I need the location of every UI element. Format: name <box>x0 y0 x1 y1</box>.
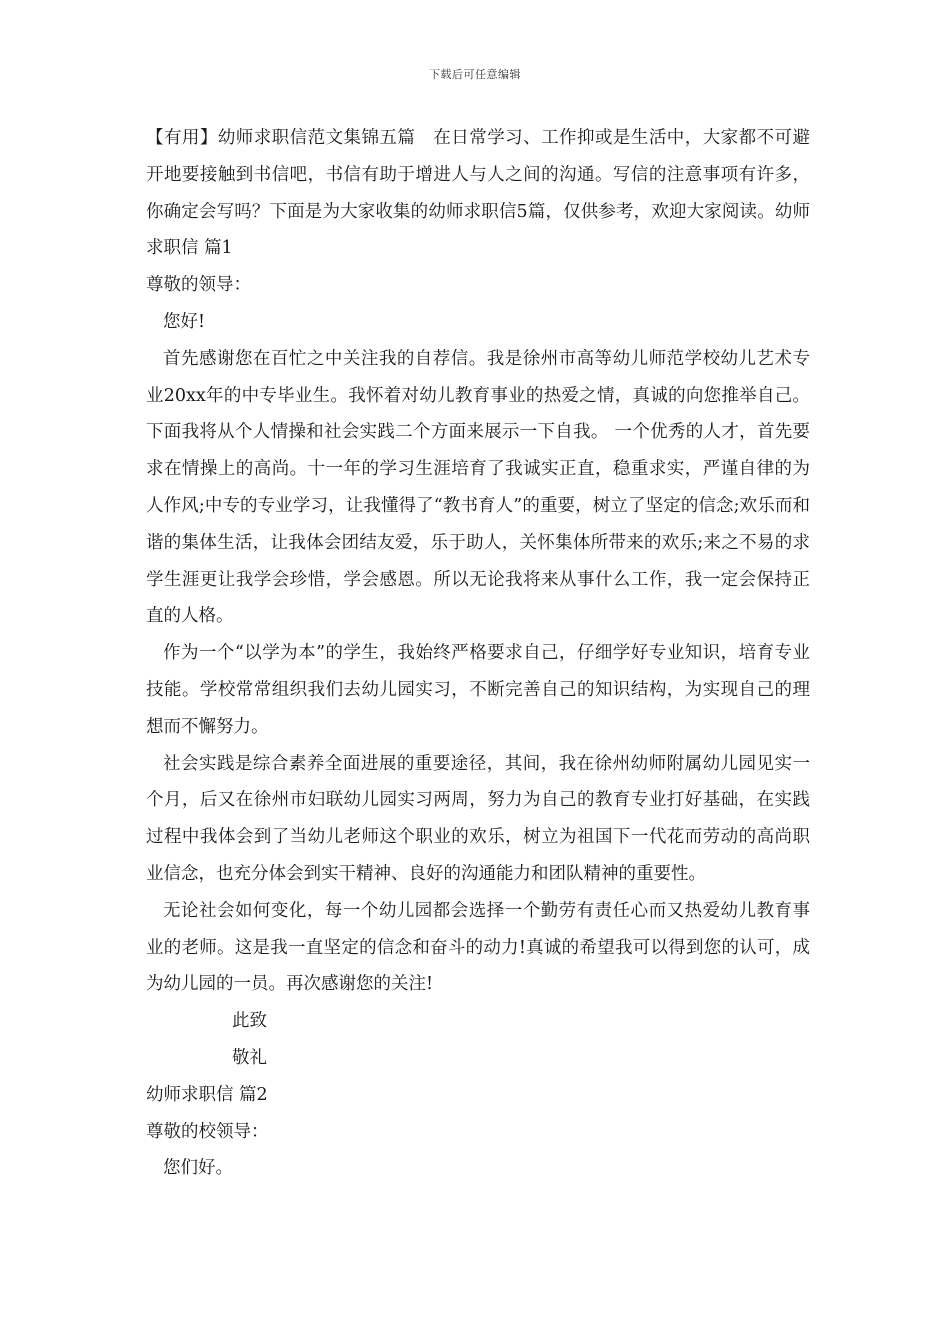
greeting: 您们好。 <box>163 1158 233 1179</box>
intro-paragraph: 【有用】幼师求职信范文集锦五篇 在日常学习、工作抑或是生活中，大家都不可避开地要接触到书信吧，书信有助于增进人与人之间的沟通。写信的注意事项有许多，你确定会写吗？下面是为大家收集的幼师求职信5篇，仅供参考，欢迎大家阅读。幼师求职信 篇1 <box>146 128 810 259</box>
page-header: 下载后可任意编辑 <box>429 68 521 81</box>
section-heading: 幼师求职信 篇2 <box>146 1084 268 1105</box>
body-paragraph: 作为一个“以学为本”的学生，我始终严格要求自己，仔细学好专业知识，培育专业技能。学校常常组织我们去幼儿园实习，不断完善自己的知识结构，为实现自己的理想而不懈努力。 <box>146 643 810 737</box>
body-paragraph: 社会实践是综合素养全面进展的重要途径，其间，我在徐州幼师附属幼儿园见实一个月，后又在徐州市妇联幼儿园实习两周，努力为自己的教育专业打好基础，在实践过程中我体会到了当幼儿老师这个职业的欢乐，树立为祖国下一代花而劳动的高尚职业信念，也充分体会到实干精神、良好的沟通能力和团队精神的重要性。 <box>146 753 810 884</box>
document-body <box>146 120 810 1187</box>
body-paragraph: 无论社会如何变化，每一个幼儿园都会选择一个勤劳有责任心而又热爱幼儿教育事业的老师。这是我一直坚定的信念和奋斗的动力!真诚的希望我可以得到您的认可，成为幼儿园的一员。再次感谢您的关注! <box>146 900 810 995</box>
salutation: 尊敬的领导： <box>146 275 251 296</box>
closing-line: 敬礼 <box>232 1047 267 1068</box>
closing-line: 此致 <box>232 1011 267 1032</box>
body-paragraph: 首先感谢您在百忙之中关注我的自荐信。我是徐州市高等幼儿师范学校幼儿艺术专业20xx年的中专毕业生。我怀着对幼儿教育事业的热爱之情，真诚的向您推举自己。下面我将从个人情操和社会实践二个方面来展示一下自我。 一个优秀的人才，首先要求在情操上的高尚。十一年的学习生涯培育了我诚实正直，稳重求实，严谨自律的为人作风;中专的专业学习，让我懂得了“教书育人”的重要，树立了坚定的信念;欢乐而和谐的集体生活，让我体会团结友爱，乐于助人，关怀集体所带来的欢乐;来之不易的求学生涯更让我学会珍惜，学会感恩。所以无论我将来从事什么工作，我一定会保持正直的人格。 <box>146 348 810 627</box>
salutation: 尊敬的校领导： <box>146 1121 269 1142</box>
greeting: 您好! <box>163 311 206 332</box>
